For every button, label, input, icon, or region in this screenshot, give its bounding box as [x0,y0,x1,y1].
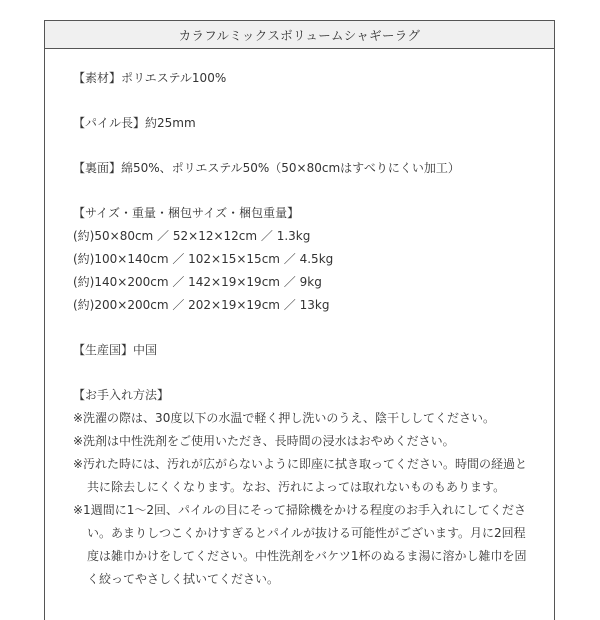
care-note: ※洗濯の際は、30度以下の水温で軽く押し洗いのうえ、陰干ししてください。 [73,411,496,425]
size-line: (約)50×80cm ／ 52×12×12cm ／ 1.3kg [73,229,311,243]
spec-content [73,67,544,591]
care-header: 【お手入れ方法】 [73,388,170,402]
back-material-line: 【裏面】綿50%、ポリエステル50%（50×80cmはすべりにくい加工） [73,161,460,175]
size-line: (約)200×200cm ／ 202×19×19cm ／ 13kg [73,298,330,312]
size-line: (約)140×200cm ／ 142×19×19cm ／ 9kg [73,275,322,289]
care-note: ※汚れた時には、汚れが広がらないように即座に拭き取ってください。時間の経過と共に除去しにくくなります。なお、汚れによっては取れないものもあります。 [73,457,528,494]
care-note: ※1週間に1～2回、パイルの目にそって掃除機をかける程度のお手入れにしてください。あまりしつこくかけすぎるとパイルが抜ける可能性がございます。月に2回程度は雑巾かけをしてください。中性洗剤をバケツ1杯のぬるま湯に溶かし雑巾を固く絞ってやさしく拭いてください。 [73,503,527,586]
care-note: ※洗剤は中性洗剤をご使用いただき、長時間の浸水はおやめください。 [73,434,455,448]
spec-frame [44,20,555,620]
origin-line: 【生産国】中国 [73,343,158,357]
material-line: 【素材】ポリエステル100% [73,71,227,85]
size-header: 【サイズ・重量・梱包サイズ・梱包重量】 [73,206,300,220]
product-title: カラフルミックスボリュームシャギーラグ [45,21,554,49]
pile-length-line: 【パイル長】約25mm [73,116,196,130]
size-line: (約)100×140cm ／ 102×15×15cm ／ 4.5kg [73,252,334,266]
